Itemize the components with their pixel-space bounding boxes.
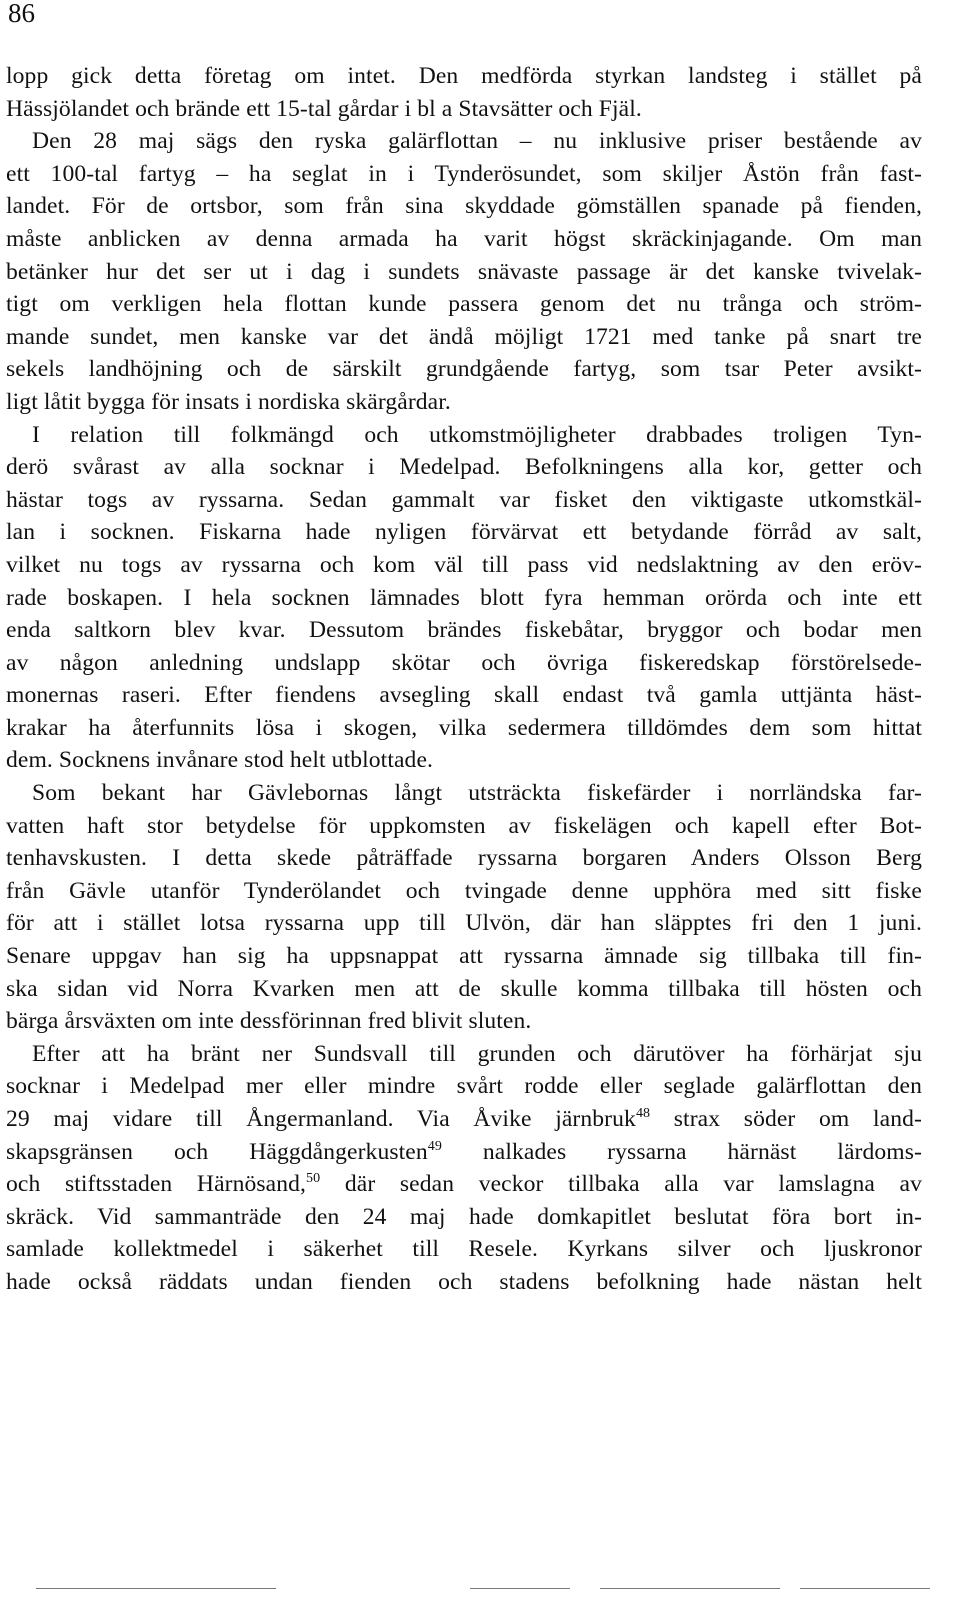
text-line bbox=[6, 973, 922, 1006]
text-line bbox=[6, 353, 922, 386]
text-line-content: för att i stället lotsa ryssarna upp till Ulvön, där han släpptes fri den 1 juni. bbox=[6, 910, 922, 937]
text-line-content: vilket nu togs av ryssarna och kom väl till pass vid nedslaktning av den eröv- bbox=[6, 551, 922, 578]
text-line bbox=[6, 419, 922, 452]
text-line-content: ett 100-tal fartyg – ha seglat in i Tynderösundet, som skiljer Åstön från fast- bbox=[6, 160, 922, 187]
text-line-content: lopp gick detta företag om intet. Den medförda styrkan landsteg i stället på bbox=[6, 63, 922, 89]
text-line-content: Efter att ha bränt ner Sundsvall till grunden och därutöver ha förhärjat sju bbox=[32, 1040, 922, 1067]
text-line-content: I relation till folkmängd och utkomstmöjligheter drabbades troligen Tyn- bbox=[32, 421, 922, 448]
text-line bbox=[6, 810, 922, 843]
text-line-content: hästar togs av ryssarna. Sedan gammalt var fisket den viktigaste utkomstkäl- bbox=[6, 486, 922, 513]
text-line bbox=[6, 60, 922, 93]
body-text bbox=[6, 60, 922, 1299]
text-line-content: Hässjölandet och brände ett 15-tal gårdar i bl a Stavsätter och Fjäl. bbox=[6, 95, 642, 122]
text-line bbox=[6, 907, 922, 940]
text-line-content: tigt om verkligen hela flottan kunde passera genom det nu trånga och ström- bbox=[6, 291, 922, 318]
text-line-content: måste anblicken av denna armada ha varit högst skräckinjagande. Om man bbox=[6, 225, 922, 252]
text-line bbox=[6, 386, 922, 419]
footer-rule bbox=[36, 1588, 276, 1589]
text-line-content: 29 maj vidare till Ångermanland. Via Åvike järnbruk bbox=[6, 1106, 636, 1132]
text-line-content: ligt låtit bygga för insats i nordiska skärgårdar. bbox=[6, 388, 451, 415]
page-number: 86 bbox=[8, 0, 35, 28]
text-line bbox=[6, 93, 922, 126]
text-line bbox=[6, 484, 922, 517]
text-line-content: derö svårast av alla socknar i Medelpad. Befolkningens alla kor, getter och bbox=[6, 454, 922, 481]
footnote-marker: 50 bbox=[306, 1171, 321, 1187]
text-line bbox=[6, 256, 922, 289]
text-line-content: betänker hur det ser ut i dag i sundets snävaste passage är det kanske tvivelak- bbox=[6, 258, 922, 285]
footnote-marker: 49 bbox=[427, 1138, 442, 1154]
text-line-continuation: där sedan veckor tillbaka alla var lamslagna av bbox=[320, 1171, 922, 1198]
text-line-content: rade boskapen. I hela socknen lämnades blott fyra hemman orörda och inte ett bbox=[6, 584, 922, 611]
text-line-content: tenhavskusten. I detta skede påträffade ryssarna borgaren Anders Olsson Berg bbox=[6, 845, 922, 872]
text-line bbox=[6, 1201, 922, 1234]
text-line bbox=[6, 549, 922, 582]
text-line bbox=[6, 614, 922, 647]
text-line-content: Som bekant har Gävlebornas långt utsträckta fiskefärder i norrländska far- bbox=[32, 780, 922, 807]
text-line-content: ska sidan vid Norra Kvarken men att de skulle komma tillbaka till hösten och bbox=[6, 975, 922, 1002]
text-line bbox=[6, 940, 922, 973]
text-line-content: krakar ha återfunnits lösa i skogen, vilka sedermera tilldömdes dem som hittat bbox=[6, 714, 922, 741]
text-line-content: enda saltkorn blev kvar. Dessutom brändes fiskebåtar, bryggor och bodar men bbox=[6, 617, 922, 644]
text-line-content: skräck. Vid sammanträde den 24 maj hade domkapitlet beslutat föra bort in- bbox=[6, 1203, 922, 1230]
text-line-continuation: nalkades ryssarna härnäst lärdoms- bbox=[441, 1138, 922, 1165]
text-line bbox=[6, 223, 922, 256]
text-line bbox=[6, 712, 922, 745]
footer-rule bbox=[470, 1588, 570, 1589]
text-line-content: monernas raseri. Efter fiendens avsegling skall endast två gamla uttjänta häst- bbox=[6, 682, 922, 709]
text-line-content: dem. Socknens invånare stod helt utblottade. bbox=[6, 747, 434, 774]
text-line bbox=[6, 1266, 922, 1299]
text-line bbox=[6, 744, 922, 777]
text-line bbox=[6, 582, 922, 615]
text-line bbox=[6, 1070, 922, 1103]
text-line bbox=[6, 875, 922, 908]
text-line bbox=[6, 647, 922, 680]
text-line bbox=[6, 777, 922, 810]
text-line-content: lan i socknen. Fiskarna hade nyligen förvärvat ett betydande förråd av salt, bbox=[6, 519, 922, 546]
text-line bbox=[6, 1136, 922, 1169]
footer-rule bbox=[600, 1588, 780, 1589]
text-line-content: samlade kollektmedel i säkerhet till Resele. Kyrkans silver och ljuskronor bbox=[6, 1236, 922, 1263]
text-line bbox=[6, 1233, 922, 1266]
text-line bbox=[6, 516, 922, 549]
text-line-content: skapsgränsen och Häggdångerkusten bbox=[6, 1138, 428, 1165]
text-line-content: från Gävle utanför Tynderölandet och tvingade denne upphöra med sitt fiske bbox=[6, 877, 922, 904]
text-line bbox=[6, 321, 922, 354]
text-line-content: Senare uppgav han sig ha uppsnappat att ryssarna ämnade sig tillbaka till fin- bbox=[6, 943, 922, 970]
text-line bbox=[6, 1168, 922, 1201]
text-line bbox=[6, 679, 922, 712]
text-line bbox=[6, 1038, 922, 1071]
text-line bbox=[6, 1005, 922, 1038]
text-line bbox=[6, 190, 922, 223]
text-line-content: och stiftsstaden Härnösand, bbox=[6, 1171, 307, 1198]
text-line bbox=[6, 842, 922, 875]
text-line-content: av någon anledning undslapp skötar och övriga fiskeredskap förstörelsede- bbox=[6, 649, 922, 676]
text-line-content: mande sundet, men kanske var det ändå möjligt 1721 med tanke på snart tre bbox=[6, 323, 922, 350]
footer-rule bbox=[800, 1588, 930, 1589]
text-line-content: landet. För de ortsbor, som från sina skyddade gömställen spanade på fienden, bbox=[6, 193, 922, 220]
text-line-content: socknar i Medelpad mer eller mindre svårt rodde eller seglade galärflottan den bbox=[6, 1073, 922, 1100]
text-line-content: hade också räddats undan fienden och stadens befolkning hade nästan helt bbox=[6, 1268, 922, 1295]
text-line-continuation: strax söder om land- bbox=[650, 1106, 922, 1132]
text-line-content: Den 28 maj sägs den ryska galärflottan – nu inklusive priser bestående av bbox=[32, 128, 922, 155]
text-line bbox=[6, 451, 922, 484]
text-line-content: bärga årsväxten om inte dessförinnan fred blivit sluten. bbox=[6, 1008, 532, 1035]
footnote-marker: 48 bbox=[635, 1106, 651, 1121]
text-line-content: vatten haft stor betydelse för uppkomsten av fiskelägen och kapell efter Bot- bbox=[6, 812, 922, 839]
text-line-content: sekels landhöjning och de särskilt grundgående fartyg, som tsar Peter avsikt- bbox=[6, 356, 922, 383]
text-line bbox=[6, 158, 922, 191]
text-line bbox=[6, 1103, 922, 1136]
text-line bbox=[6, 125, 922, 158]
text-line bbox=[6, 288, 922, 321]
